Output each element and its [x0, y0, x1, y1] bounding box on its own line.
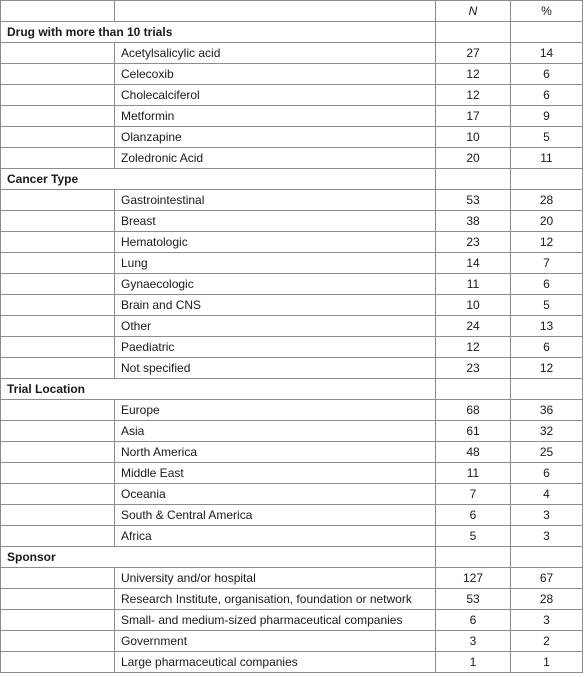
row-percent-value: 6: [511, 274, 583, 295]
row-n-value: 38: [436, 211, 511, 232]
row-percent-value: 6: [511, 64, 583, 85]
row-label: Asia: [115, 421, 436, 442]
row-n-value: 53: [436, 190, 511, 211]
section-blank-cell: [436, 379, 511, 400]
row-label: University and/or hospital: [115, 568, 436, 589]
row-indent-cell: [1, 484, 115, 505]
row-n-value: 6: [436, 610, 511, 631]
header-blank-cell: [1, 1, 115, 22]
row-label: Gynaecologic: [115, 274, 436, 295]
row-n-value: 3: [436, 631, 511, 652]
section-title: Trial Location: [1, 379, 436, 400]
row-percent-value: 11: [511, 148, 583, 169]
row-label: Zoledronic Acid: [115, 148, 436, 169]
table-row: [1, 295, 583, 316]
table-row: [1, 421, 583, 442]
row-percent-value: 12: [511, 232, 583, 253]
row-percent-value: 3: [511, 526, 583, 547]
row-n-value: 12: [436, 85, 511, 106]
section-title: Sponsor: [1, 547, 436, 568]
row-label: Metformin: [115, 106, 436, 127]
section-blank-cell: [511, 22, 583, 43]
row-indent-cell: [1, 106, 115, 127]
row-n-value: 11: [436, 463, 511, 484]
row-label: Research Institute, organisation, foundation or network: [115, 589, 436, 610]
table-row: [1, 568, 583, 589]
row-percent-value: 3: [511, 505, 583, 526]
row-label: Oceania: [115, 484, 436, 505]
row-n-value: 48: [436, 442, 511, 463]
row-n-value: 24: [436, 316, 511, 337]
table-row: [1, 631, 583, 652]
row-n-value: 23: [436, 232, 511, 253]
row-indent-cell: [1, 85, 115, 106]
table-row: [1, 85, 583, 106]
row-label: Hematologic: [115, 232, 436, 253]
section-blank-cell: [511, 547, 583, 568]
table-row: [1, 505, 583, 526]
row-percent-value: 36: [511, 400, 583, 421]
row-label: Large pharmaceutical companies: [115, 652, 436, 673]
row-label: Not specified: [115, 358, 436, 379]
row-percent-value: 4: [511, 484, 583, 505]
header-n: N: [436, 1, 511, 22]
table-row: [1, 358, 583, 379]
table-row: [1, 127, 583, 148]
row-indent-cell: [1, 568, 115, 589]
header-row: [1, 1, 583, 22]
table-row: [1, 106, 583, 127]
row-label: North America: [115, 442, 436, 463]
row-indent-cell: [1, 442, 115, 463]
table-row: [1, 610, 583, 631]
section-blank-cell: [436, 22, 511, 43]
header-blank-cell: [115, 1, 436, 22]
table-row: [1, 337, 583, 358]
row-label: South & Central America: [115, 505, 436, 526]
section-header-row: [1, 22, 583, 43]
row-indent-cell: [1, 526, 115, 547]
row-indent-cell: [1, 190, 115, 211]
table-row: [1, 148, 583, 169]
section-blank-cell: [436, 547, 511, 568]
row-label: Olanzapine: [115, 127, 436, 148]
row-percent-value: 25: [511, 442, 583, 463]
section-header-row: [1, 379, 583, 400]
table-row: [1, 526, 583, 547]
row-label: Gastrointestinal: [115, 190, 436, 211]
section-header-row: [1, 547, 583, 568]
section-title: Cancer Type: [1, 169, 436, 190]
row-n-value: 53: [436, 589, 511, 610]
row-indent-cell: [1, 232, 115, 253]
row-percent-value: 6: [511, 337, 583, 358]
row-indent-cell: [1, 274, 115, 295]
table-row: [1, 43, 583, 64]
section-blank-cell: [511, 379, 583, 400]
section-blank-cell: [436, 169, 511, 190]
row-label: Breast: [115, 211, 436, 232]
table-row: [1, 190, 583, 211]
row-n-value: 20: [436, 148, 511, 169]
row-n-value: 12: [436, 337, 511, 358]
row-indent-cell: [1, 505, 115, 526]
row-indent-cell: [1, 127, 115, 148]
row-percent-value: 28: [511, 190, 583, 211]
row-n-value: 23: [436, 358, 511, 379]
row-label: Paediatric: [115, 337, 436, 358]
row-percent-value: 67: [511, 568, 583, 589]
table-row: [1, 442, 583, 463]
row-n-value: 7: [436, 484, 511, 505]
row-label: Government: [115, 631, 436, 652]
table-row: [1, 589, 583, 610]
row-n-value: 127: [436, 568, 511, 589]
row-percent-value: 6: [511, 85, 583, 106]
row-indent-cell: [1, 652, 115, 673]
row-indent-cell: [1, 43, 115, 64]
row-percent-value: 13: [511, 316, 583, 337]
row-n-value: 11: [436, 274, 511, 295]
row-indent-cell: [1, 148, 115, 169]
row-n-value: 1: [436, 652, 511, 673]
trials-table-body: [1, 1, 583, 673]
row-n-value: 68: [436, 400, 511, 421]
row-percent-value: 2: [511, 631, 583, 652]
row-label: Other: [115, 316, 436, 337]
row-percent-value: 32: [511, 421, 583, 442]
row-indent-cell: [1, 400, 115, 421]
row-n-value: 27: [436, 43, 511, 64]
row-indent-cell: [1, 610, 115, 631]
row-label: Acetylsalicylic acid: [115, 43, 436, 64]
table-row: [1, 232, 583, 253]
row-n-value: 10: [436, 127, 511, 148]
row-n-value: 5: [436, 526, 511, 547]
table-row: [1, 400, 583, 421]
section-header-row: [1, 169, 583, 190]
section-title: Drug with more than 10 trials: [1, 22, 436, 43]
row-indent-cell: [1, 253, 115, 274]
row-percent-value: 5: [511, 127, 583, 148]
row-indent-cell: [1, 589, 115, 610]
row-label: Africa: [115, 526, 436, 547]
table-row: [1, 316, 583, 337]
row-percent-value: 5: [511, 295, 583, 316]
row-n-value: 61: [436, 421, 511, 442]
table-row: [1, 274, 583, 295]
row-indent-cell: [1, 631, 115, 652]
table-row: [1, 463, 583, 484]
row-n-value: 12: [436, 64, 511, 85]
row-percent-value: 14: [511, 43, 583, 64]
row-label: Small- and medium-sized pharmaceutical companies: [115, 610, 436, 631]
header-percent: %: [511, 1, 583, 22]
row-percent-value: 12: [511, 358, 583, 379]
row-indent-cell: [1, 316, 115, 337]
row-indent-cell: [1, 358, 115, 379]
row-percent-value: 28: [511, 589, 583, 610]
row-percent-value: 3: [511, 610, 583, 631]
row-label: Cholecalciferol: [115, 85, 436, 106]
row-n-value: 14: [436, 253, 511, 274]
row-indent-cell: [1, 295, 115, 316]
row-percent-value: 6: [511, 463, 583, 484]
section-blank-cell: [511, 169, 583, 190]
row-percent-value: 7: [511, 253, 583, 274]
row-indent-cell: [1, 211, 115, 232]
row-percent-value: 20: [511, 211, 583, 232]
row-label: Europe: [115, 400, 436, 421]
row-percent-value: 9: [511, 106, 583, 127]
row-percent-value: 1: [511, 652, 583, 673]
row-n-value: 17: [436, 106, 511, 127]
row-indent-cell: [1, 337, 115, 358]
row-indent-cell: [1, 64, 115, 85]
row-label: Brain and CNS: [115, 295, 436, 316]
table-row: [1, 64, 583, 85]
row-indent-cell: [1, 463, 115, 484]
table-row: [1, 484, 583, 505]
row-n-value: 10: [436, 295, 511, 316]
table-row: [1, 211, 583, 232]
row-indent-cell: [1, 421, 115, 442]
row-n-value: 6: [436, 505, 511, 526]
table-row: [1, 253, 583, 274]
row-label: Celecoxib: [115, 64, 436, 85]
row-label: Middle East: [115, 463, 436, 484]
table-row: [1, 652, 583, 673]
row-label: Lung: [115, 253, 436, 274]
